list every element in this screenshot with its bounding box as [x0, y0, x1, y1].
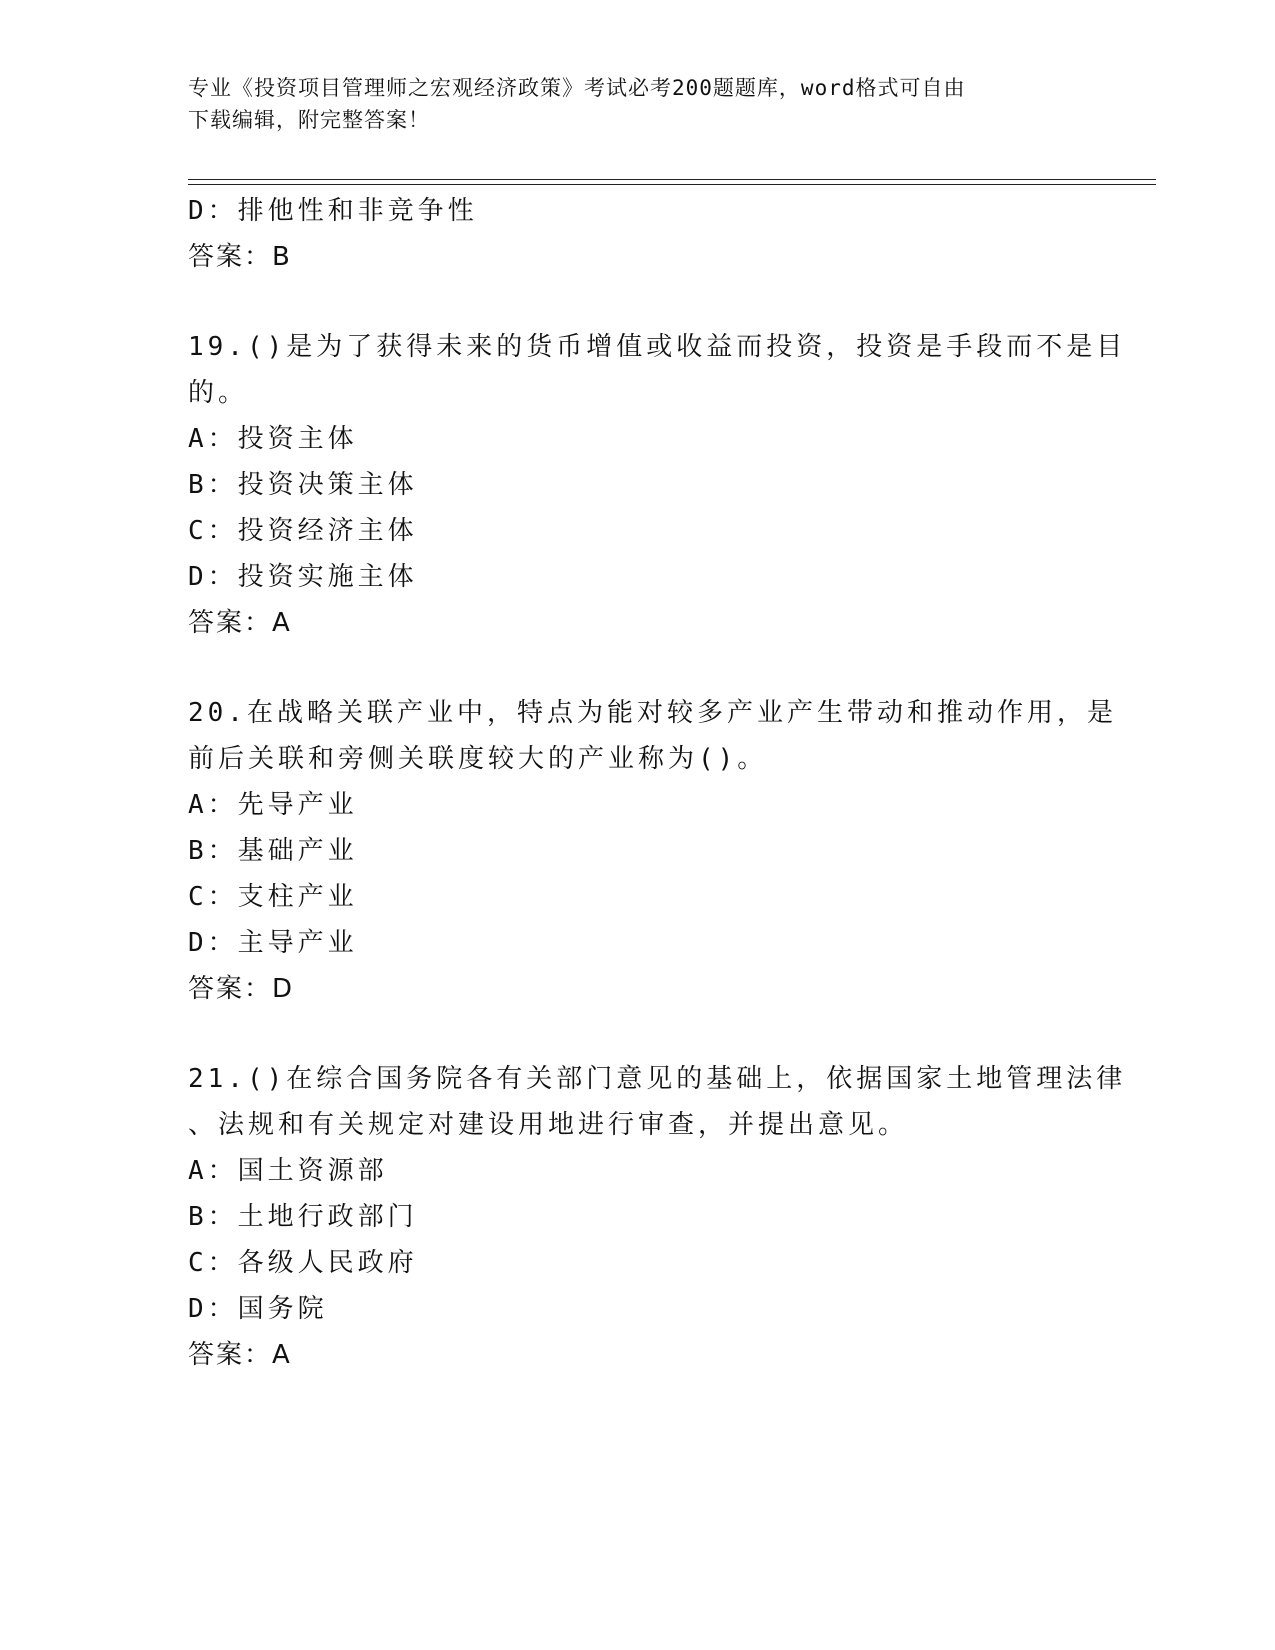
option-b: B：土地行政部门 — [188, 1202, 418, 1232]
option-d: D：国务院 — [188, 1294, 328, 1324]
option-b: B：投资决策主体 — [188, 470, 418, 500]
header-rule-bottom — [188, 184, 1156, 185]
option-a: A：投资主体 — [188, 424, 358, 454]
option-d: D：主导产业 — [188, 928, 358, 958]
answer: 答案：B — [188, 242, 292, 272]
question-19 — [188, 324, 1127, 646]
question-content — [188, 188, 1127, 1378]
question-text-line-2: 的。 — [188, 378, 249, 408]
header-line-1: 专业《投资项目管理师之宏观经济政策》考试必考200题题库，word格式可自由 — [188, 76, 966, 100]
question-text-line-1: 19.()是为了获得未来的货币增值或收益而投资，投资是手段而不是目 — [188, 332, 1127, 362]
option-c: C：投资经济主体 — [188, 516, 418, 546]
question-20 — [188, 690, 1117, 1012]
answer: 答案：D — [188, 974, 295, 1004]
header-line-2: 下载编辑，附完整答案！ — [188, 108, 430, 132]
option-d: D：排他性和非竞争性 — [188, 196, 478, 226]
option-d: D：投资实施主体 — [188, 562, 418, 592]
question-text-line-1: 20.在战略关联产业中，特点为能对较多产业产生带动和推动作用，是 — [188, 698, 1117, 728]
document-header — [188, 72, 1088, 136]
question-text-line-1: 21.()在综合国务院各有关部门意见的基础上，依据国家土地管理法律 — [188, 1064, 1127, 1094]
option-b: B：基础产业 — [188, 836, 358, 866]
question-21 — [188, 1056, 1127, 1378]
question-text-line-2: 前后关联和旁侧关联度较大的产业称为()。 — [188, 744, 768, 774]
option-c: C：各级人民政府 — [188, 1248, 418, 1278]
option-c: C：支柱产业 — [188, 882, 358, 912]
question-text-line-2: 、法规和有关规定对建设用地进行审查，并提出意见。 — [188, 1110, 909, 1140]
answer: 答案：A — [188, 608, 292, 638]
option-a: A：先导产业 — [188, 790, 358, 820]
previous-question-tail — [188, 188, 1088, 280]
header-rule-top — [188, 179, 1156, 180]
option-a: A：国土资源部 — [188, 1156, 388, 1186]
answer: 答案：A — [188, 1340, 292, 1370]
